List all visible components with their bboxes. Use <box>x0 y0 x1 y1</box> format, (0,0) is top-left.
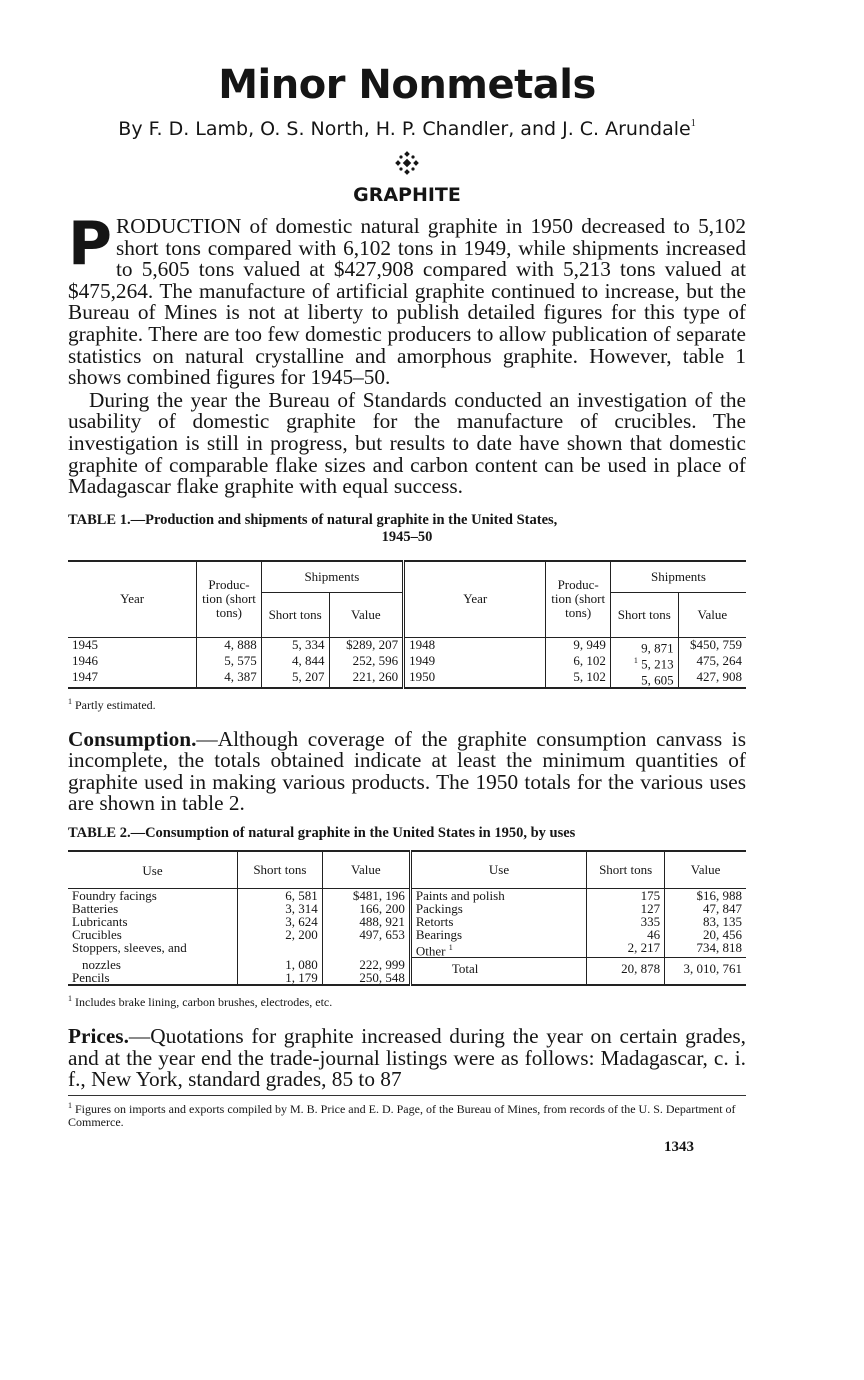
table1-header-value-right: Value <box>678 592 746 637</box>
table-row <box>68 941 746 958</box>
standards-paragraph: During the year the Bureau of Standards conducted an investigation of the usability of domestic graphite for the manufacture of crucibles. The investigation is still in progress, but results to date have shown that domestic graphite of comparable flake sizes and carbon content can be used in place of Madagascar flake graphite with equal success. <box>68 387 746 499</box>
ornament-icon <box>68 150 746 176</box>
consumption-text: —Although coverage of the graphite consumption canvass is incomplete, the totals obtained indicate at least the minimum quantities of graphite used in making various products. The 1950 totals for the various uses are shown in table 2. <box>68 726 746 816</box>
table1-production-right: 9, 949 <box>546 637 610 654</box>
table1-production-left: 4, 387 <box>197 670 261 687</box>
table2-use-left: Batteries <box>68 902 238 915</box>
table2-use-left: Lubricants <box>68 915 238 928</box>
table2-value-right: $16, 988 <box>665 889 746 903</box>
table1-value-right: $450, 759 <box>678 637 746 654</box>
table2-total-value: 3, 010, 761 <box>665 958 746 985</box>
consumption-runin: Consumption. <box>68 726 197 751</box>
table2-title: TABLE 2.—Consumption of natural graphite in the United States in 1950, by uses <box>68 825 576 842</box>
table1-year-right: 1950 <box>404 670 546 687</box>
authors-text: By F. D. Lamb, O. S. North, H. P. Chandler, and J. C. Arundale <box>118 118 691 140</box>
table2-value-left: 250, 548 <box>322 971 410 985</box>
table2-use-right: Paints and polish <box>410 889 586 903</box>
table1-header-year-right: Year <box>404 561 546 638</box>
table2 <box>68 850 746 986</box>
table2-total-tons: 20, 878 <box>587 958 665 985</box>
table2-tons-left: 3, 314 <box>238 902 323 915</box>
table1-header-value: Value <box>329 592 404 637</box>
table2-value-right: 83, 135 <box>665 915 746 928</box>
table2-value-right: 734, 818 <box>665 941 746 958</box>
intro-paragraph <box>68 209 746 390</box>
table1-production-right: 6, 102 <box>546 654 610 670</box>
prices-paragraph <box>68 1023 746 1092</box>
table1-footnote <box>68 697 746 713</box>
table2-use-other-note: 1 <box>448 943 453 953</box>
table-row <box>68 654 746 670</box>
table2-value-right: 20, 456 <box>665 928 746 941</box>
table1-title-text: TABLE 1.—Production and shipments of natural graphite in the United States, <box>68 511 558 528</box>
table2-value-left <box>322 941 410 958</box>
table1 <box>68 560 746 689</box>
table2-footnote-mark: 1 <box>68 993 72 1003</box>
document-page <box>68 62 746 1156</box>
table1-production-left: 4, 888 <box>197 637 261 654</box>
drop-cap: P <box>68 209 112 279</box>
table1-value-left: $289, 207 <box>329 637 404 654</box>
table1-value-right: 475, 264 <box>678 654 746 670</box>
table2-header-use: Use <box>68 851 238 889</box>
table2-use-left: Crucibles <box>68 928 238 941</box>
table1-header-shipments: Shipments <box>261 561 403 593</box>
table1-production-right: 5, 102 <box>546 670 610 687</box>
table1-value-right: 427, 908 <box>678 670 746 687</box>
table2-use-left: Stoppers, sleeves, and <box>68 941 238 958</box>
table2-tons-right: 127 <box>587 902 665 915</box>
table1-header-short-tons-right: Short tons <box>610 592 678 637</box>
table1-footnote-text: Partly estimated. <box>75 697 156 712</box>
table1-header-production: Produc-tion (short tons) <box>197 561 261 638</box>
table1-footnote-mark: 1 <box>68 696 72 706</box>
section-heading: GRAPHITE <box>353 184 461 206</box>
authors-footnote-mark: 1 <box>690 118 696 129</box>
table2-use-left: Foundry facings <box>68 889 238 903</box>
table-row <box>68 958 746 971</box>
table1-shipments-left: 5, 334 <box>261 637 329 654</box>
table1-shipments-value: 5, 605 <box>641 672 674 688</box>
table1-year-left: 1946 <box>68 654 197 670</box>
table1-title <box>68 512 746 546</box>
table1-value-left: 221, 260 <box>329 670 404 687</box>
table2-total-label: Total <box>410 958 586 985</box>
table1-year-right: 1948 <box>404 637 546 654</box>
table2-use-right <box>410 941 586 958</box>
table2-tons-left: 1, 080 <box>238 958 323 971</box>
table2-value-left: 166, 200 <box>322 902 410 915</box>
prices-text: —Quotations for graphite increased during the year on certain grades, and at the year end the trade-journal listings were as follows: Madagascar, c. i. f., New York, standard grades, 85 to 87 <box>68 1023 746 1092</box>
table1-title-years: 1945–50 <box>381 528 433 545</box>
table2-use-left: nozzles <box>68 958 238 971</box>
table2-header-short-tons-right: Short tons <box>587 851 665 889</box>
table1-year-right: 1949 <box>404 654 546 670</box>
table2-header-short-tons: Short tons <box>238 851 323 889</box>
table2-header-use-right: Use <box>410 851 586 889</box>
page-footnote-text: Figures on imports and exports compiled by M. B. Price and E. D. Page, of the Bureau of Mines, from records of the U. S. Department of Commerce. <box>68 1101 736 1129</box>
table1-shipments-right <box>610 654 678 670</box>
table1-shipments-right <box>610 670 678 687</box>
table2-tons-left: 3, 624 <box>238 915 323 928</box>
table1-production-left: 5, 575 <box>197 654 261 670</box>
table2-tons-right: 2, 217 <box>587 941 665 958</box>
table2-footnote <box>68 994 746 1010</box>
table2-tons-left: 6, 581 <box>238 889 323 903</box>
table2-tons-right: 46 <box>587 928 665 941</box>
table2-use-left: Pencils <box>68 971 238 985</box>
table2-use-right: Packings <box>410 902 586 915</box>
table2-use-right: Retorts <box>410 915 586 928</box>
table2-value-right: 47, 847 <box>665 902 746 915</box>
table2-tons-right: 175 <box>587 889 665 903</box>
table1-header-production-right: Produc-tion (short tons) <box>546 561 610 638</box>
table2-tons-left: 1, 179 <box>238 971 323 985</box>
table2-tons-right: 335 <box>587 915 665 928</box>
table-row <box>68 637 746 654</box>
table1-year-left: 1947 <box>68 670 197 687</box>
table1-header-year: Year <box>68 561 197 638</box>
table2-value-left: 222, 999 <box>322 958 410 971</box>
table2-tons-left <box>238 941 323 958</box>
table-row <box>68 915 746 928</box>
prices-runin: Prices. <box>68 1023 129 1048</box>
table2-footnote-text: Includes brake lining, carbon brushes, electrodes, etc. <box>75 994 333 1009</box>
page-number: 1343 <box>664 1138 694 1155</box>
authors-line <box>68 118 746 140</box>
table2-header-value: Value <box>322 851 410 889</box>
table1-value-left: 252, 596 <box>329 654 404 670</box>
page-footnote-mark: 1 <box>68 1100 72 1110</box>
page-footnote <box>68 1095 746 1129</box>
table2-use-other: Other <box>415 943 446 959</box>
table1-shipments-note: 1 <box>633 656 638 666</box>
table2-header-value-right: Value <box>665 851 746 889</box>
table2-value-left: 497, 653 <box>322 928 410 941</box>
page-title: Minor Nonmetals <box>218 62 596 108</box>
table-row <box>68 889 746 903</box>
table2-use-right: Bearings <box>410 928 586 941</box>
table1-shipments-value: 5, 213 <box>641 656 674 672</box>
table1-shipments-left: 5, 207 <box>261 670 329 687</box>
table1-shipments-left: 4, 844 <box>261 654 329 670</box>
table2-value-left: $481, 196 <box>322 889 410 903</box>
table1-shipments-right <box>610 637 678 654</box>
table2-value-left: 488, 921 <box>322 915 410 928</box>
table1-header-shipments-right: Shipments <box>610 561 746 593</box>
table1-shipments-value: 9, 871 <box>641 640 674 656</box>
table-row <box>68 670 746 687</box>
table1-header-short-tons: Short tons <box>261 592 329 637</box>
consumption-paragraph <box>68 726 746 816</box>
intro-paragraph-text: RODUCTION of domestic natural graphite in 1950 decreased to 5,102 short tons compared with 6,102 tons in 1949, while shipments increased to 5,605 tons valued at $427,908 compared with 5,213 tons valued at $475,264. The manufacture of artificial graphite continued to increase, but the Bureau of Mines is not at liberty to publish detailed figures for this type of graphite. There are too few domestic producers to allow publication of separate statistics on natural crystalline and amorphous graphite. However, table 1 shows combined figures for 1945–50. <box>68 214 746 390</box>
table2-tons-left: 2, 200 <box>238 928 323 941</box>
table1-year-left: 1945 <box>68 637 197 654</box>
